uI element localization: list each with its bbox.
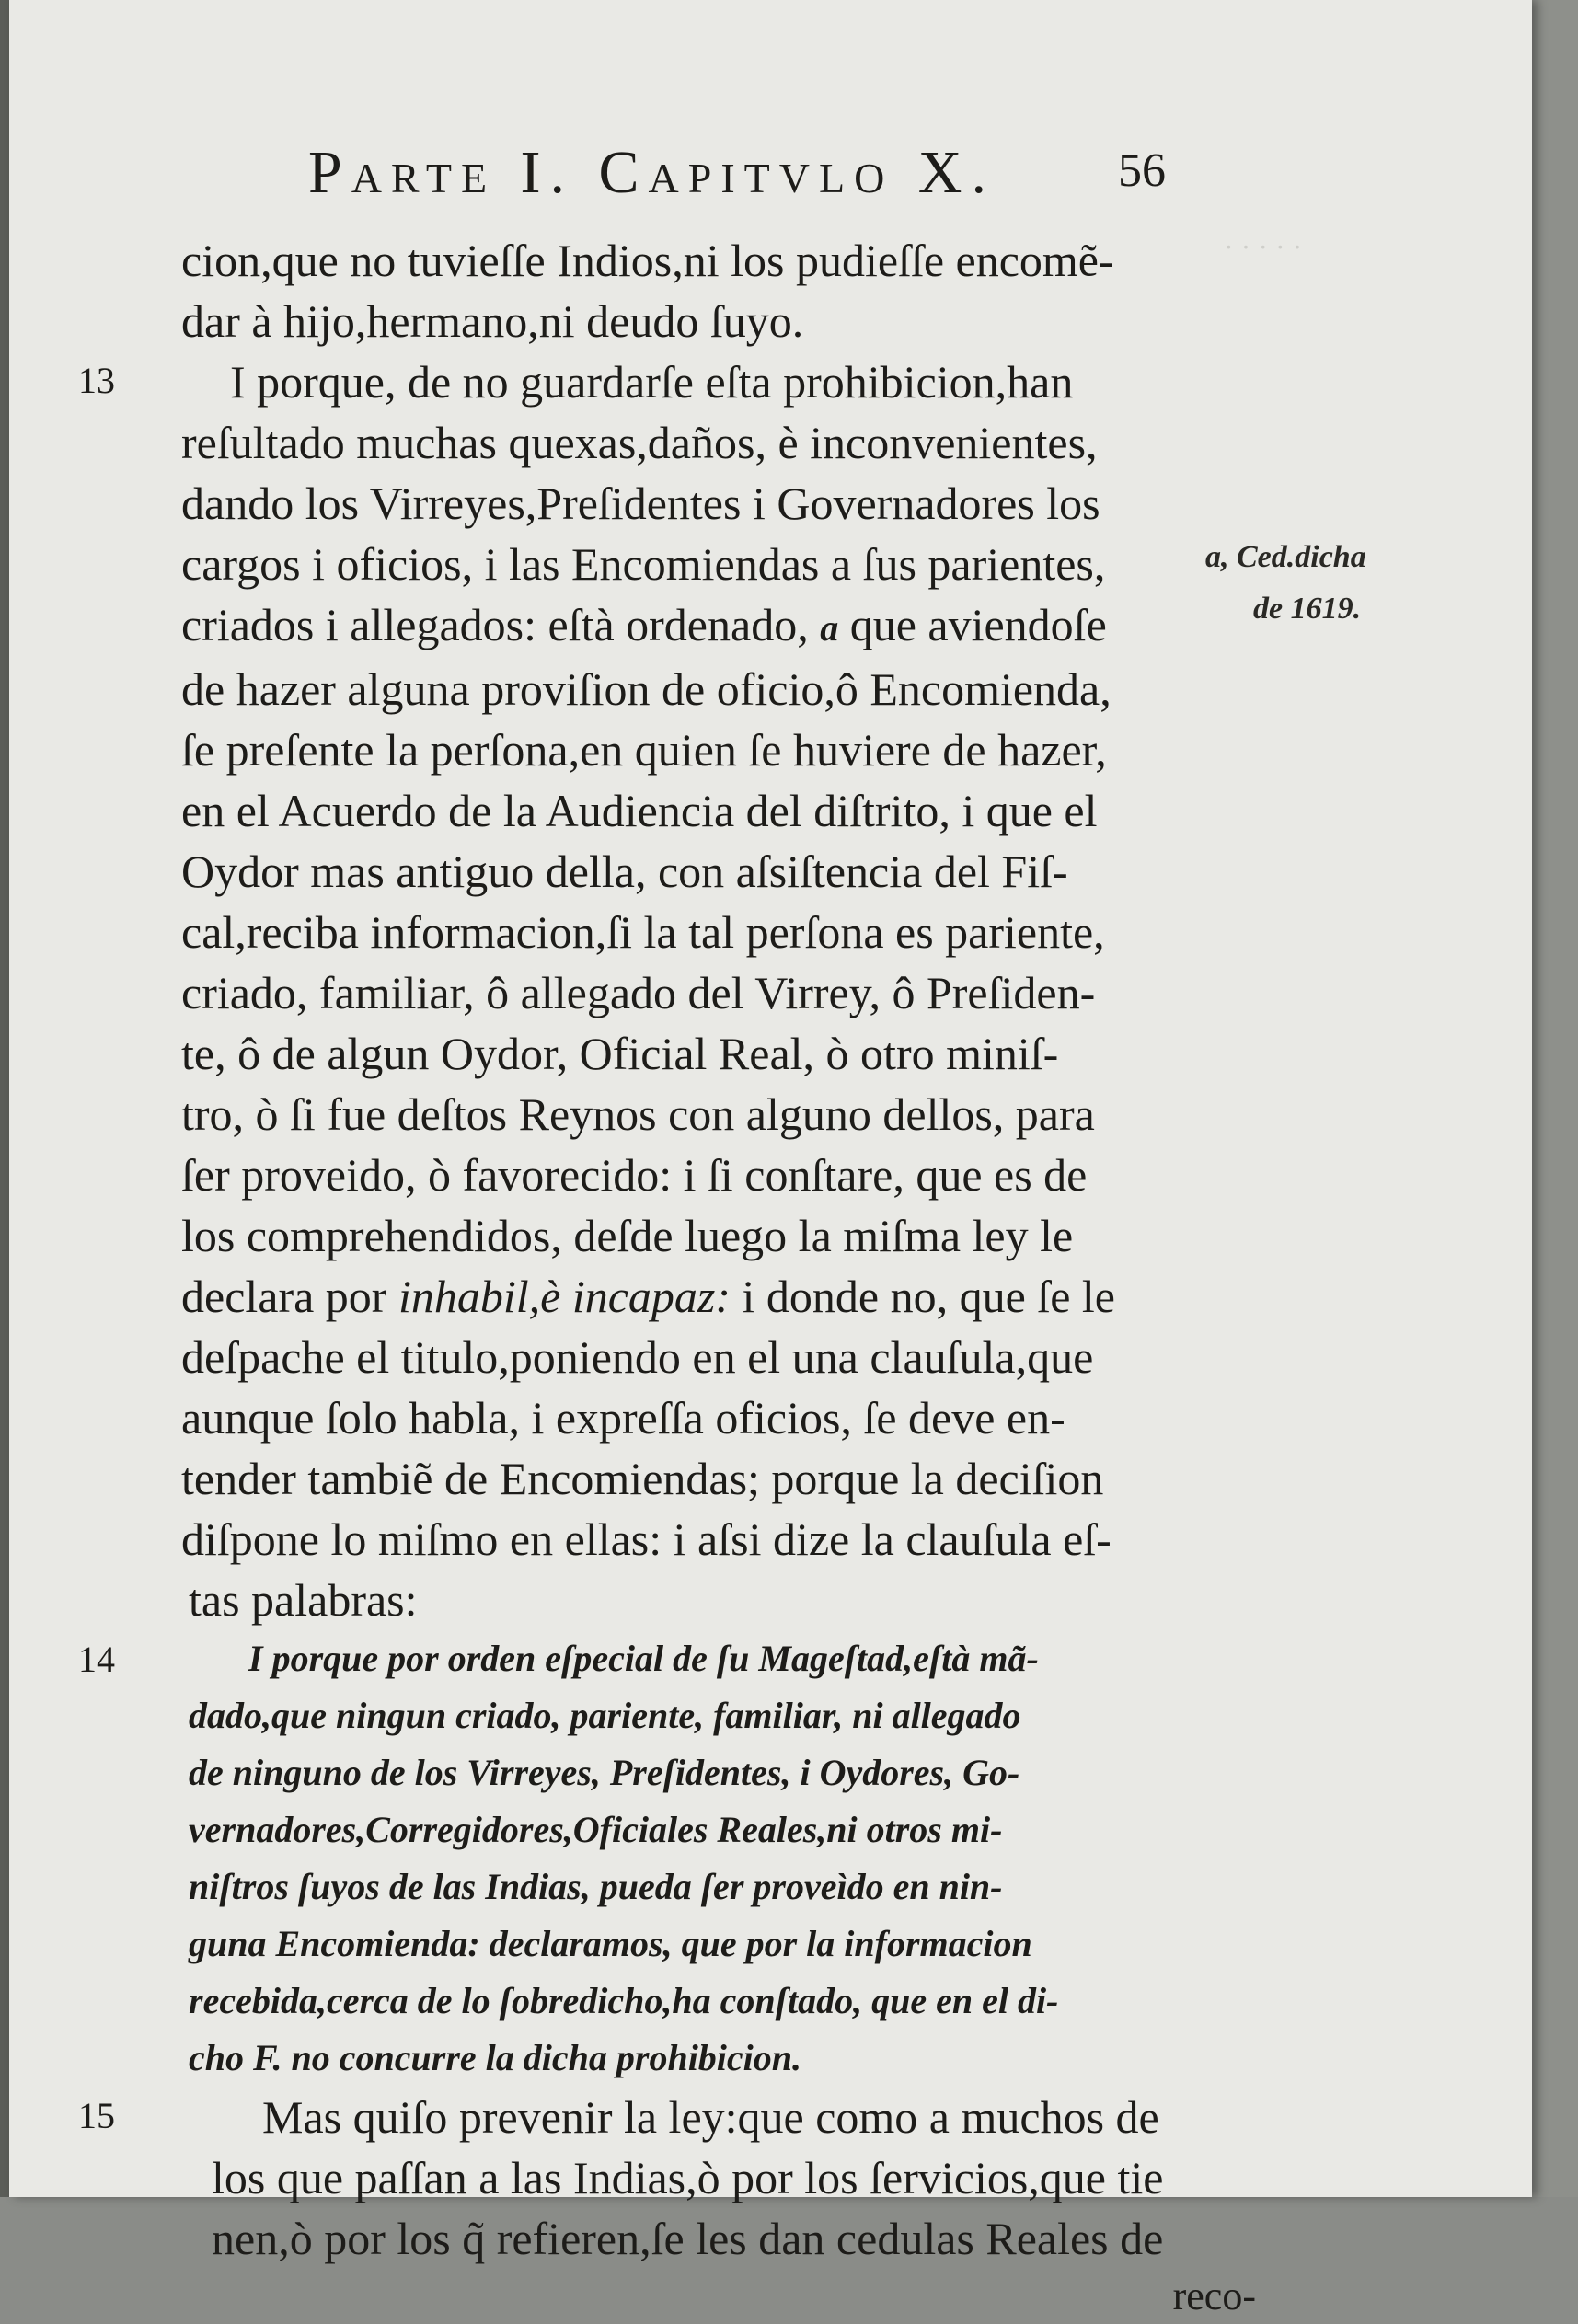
text-line: I porque, de no guardarſe eſta prohibicion,han: [230, 356, 1074, 408]
text-line: niſtros ſuyos de las Indias, pueda ſer proveìdo en nin-: [189, 1866, 1003, 1907]
paragraph-number: 15: [78, 2095, 115, 2136]
text-line: vernadores,Corregidores,Oficiales Reales,ni otros mi-: [189, 1809, 1003, 1850]
margin-note-marker: a,: [1205, 540, 1229, 574]
paragraph-14-quotation: [78, 1630, 1265, 2087]
paragraph-number: 14: [78, 1639, 115, 1680]
paragraph-number: 13: [78, 360, 115, 401]
text-line: reſultado muchas quexas,daños, è inconvenientes,: [181, 417, 1098, 468]
text-line: guna Encomienda: declaramos, que por la informacion: [189, 1923, 1032, 1964]
text-segment: declara por: [181, 1271, 387, 1322]
text-line: te, ô de algun Oydor, Oficial Real, ò otro miniſ-: [181, 1028, 1059, 1079]
text-line: dando los Virreyes,Preſidentes i Governadores los: [181, 477, 1100, 529]
text-line: de hazer alguna proviſion de oficio,ô Encomienda,: [181, 663, 1112, 715]
text-line: [161, 1266, 1265, 1327]
paragraph-13: [78, 351, 1265, 1570]
text-line: ſe preſente la perſona,en quien ſe huviere de hazer,: [181, 724, 1107, 776]
text-line: en el Acuerdo de la Audiencia del diſtrito, i que el: [181, 785, 1098, 836]
margin-note-line: de 1619.: [1253, 592, 1362, 626]
text-line: deſpache el titulo,poniendo en el una clauſula,que: [181, 1331, 1094, 1383]
margin-note: [1205, 532, 1389, 635]
text-line: nen,ò por los q̃ refieren,ſe les dan cedulas Reales de: [212, 2213, 1164, 2264]
text-line: de ninguno de los Virreyes, Preſidentes, i Oydores, Go-: [189, 1752, 1020, 1793]
catchword: reco-: [1172, 2273, 1256, 2318]
text-line: cal,reciba informacion,ſi la tal perſona es pariente,: [181, 906, 1105, 958]
footnote-marker: a: [820, 607, 839, 649]
text-line: cho F. no concurre la dicha prohibicion.: [189, 2037, 802, 2078]
margin-note-line: Ced.dicha: [1237, 540, 1366, 574]
text-line: cion,que no tuvieſſe Indios,ni los pudieſſe encomẽ-: [181, 235, 1114, 286]
text-line: ſer proveido, ò favorecido: i ſi conſtare, que es de: [181, 1149, 1088, 1201]
bleed-through-text: · · · · ·: [1224, 230, 1303, 263]
text-line: tas palabras:: [189, 1574, 418, 1626]
text-line: tro, ò ſi fue deſtos Reynos con alguno dellos, para: [181, 1088, 1095, 1140]
text-segment: i donde no, que ſe le: [731, 1271, 1115, 1322]
text-line: diſpone lo miſmo en ellas: i aſsi dize la clauſula eſ-: [181, 1513, 1112, 1565]
text-line: Mas quiſo prevenir la ley:que como a muchos de: [262, 2091, 1159, 2143]
text-line: I porque por orden eſpecial de ſu Mageſtad,eſtà mã-: [248, 1638, 1039, 1679]
text-line: los que paſſan a las Indias,ò por los ſervicios,que tie: [212, 2152, 1164, 2203]
paragraph-15: [78, 2087, 1265, 2269]
text-line: aunque ſolo habla, i expreſſa oficios, ſe deve en-: [181, 1392, 1065, 1444]
text-line: dado,que ningun criado, pariente, familiar, ni allegado: [189, 1695, 1021, 1736]
book-page: [9, 0, 1532, 2318]
text-line: los comprehendidos, deſde luego la miſma ley le: [181, 1210, 1074, 1261]
italic-phrase: inhabil,è incapaz:: [386, 1271, 731, 1322]
paragraph-continuation: [161, 230, 1265, 351]
text-line: Oydor mas antiguo della, con aſsiſtencia del Fiſ-: [181, 846, 1068, 897]
text-line: criado, familiar, ô allegado del Virrey, ô Preſiden-: [181, 967, 1096, 1018]
page-header: [161, 120, 1265, 230]
text-segment: que aviendoſe: [838, 599, 1107, 650]
text-line: dar à hijo,hermano,ni deudo ſuyo.: [181, 295, 804, 347]
page-number: 56: [1118, 144, 1166, 197]
text-line: tender tambiẽ de Encomiendas; porque la deciſion: [181, 1453, 1104, 1504]
text-line: cargos i oficios, i las Encomiendas a ſus parientes,: [181, 538, 1106, 590]
text-line: recebida,cerca de lo ſobredicho,ha conſtado, que en el di-: [189, 1980, 1059, 2021]
running-head: Parte I. Capitvlo X.: [308, 139, 996, 206]
page-text: [78, 120, 1265, 2324]
paragraph-13-end: [161, 1570, 1265, 1630]
text-line: [161, 594, 1265, 659]
text-segment: criados i allegados: eſtà ordenado,: [181, 599, 809, 650]
